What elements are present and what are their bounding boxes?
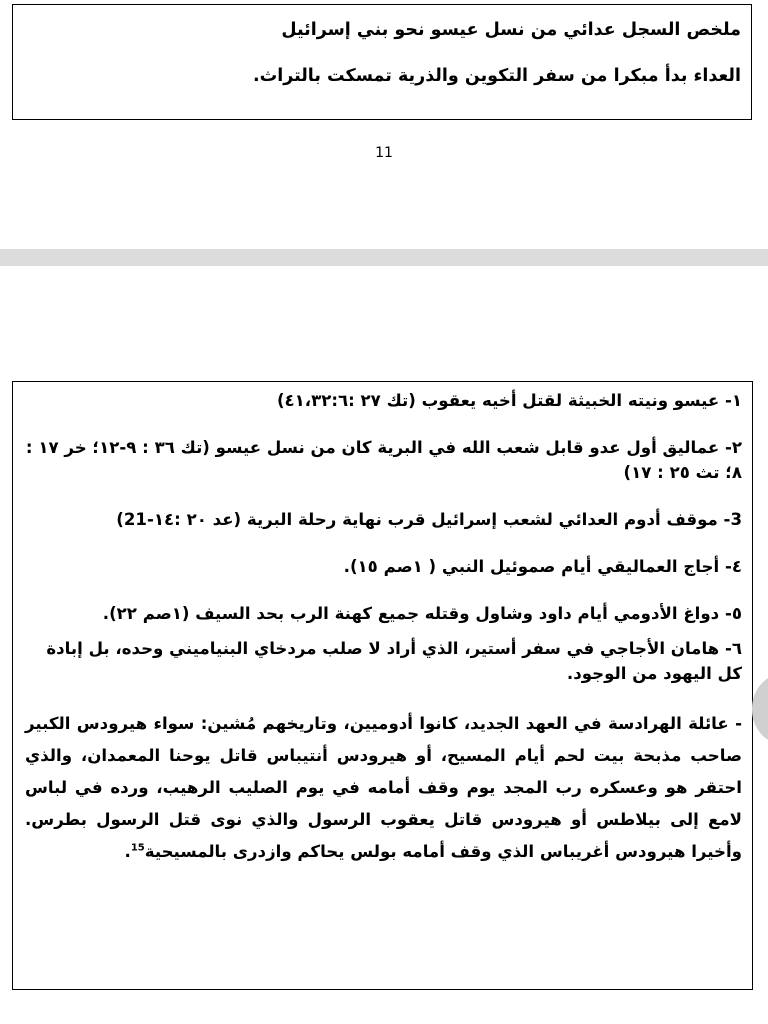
page-number: 11 — [375, 145, 393, 161]
list-item: ٦- هامان الأجاجي في سفر أستير، الذي أراد لا صلب مردخاي البنياميني وحده، بل إبادة كل اليهود من الوجود. — [46, 639, 742, 683]
page-separator — [0, 249, 768, 266]
footnote-ref[interactable]: 15 — [130, 842, 145, 854]
summary-line-1: ملخص السجل عدائي من نسل عيسو نحو بني إسرائيل — [281, 20, 741, 40]
list-item: 3- موقف أدوم العدائي لشعب إسرائيل قرب نهاية رحلة البرية (عد ٢٠ :١٤-21) — [116, 510, 742, 529]
list-item-herods — [25, 708, 742, 868]
summary-box — [12, 4, 752, 120]
list-item: ٤- أجاج العماليقي أيام صموئيل النبي ( ١صم ١٥). — [343, 557, 742, 576]
herods-text-end: . — [124, 842, 131, 861]
scroll-handle[interactable] — [752, 672, 768, 746]
list-item: ٢- عماليق أول عدو قابل شعب الله في البرية كان من نسل عيسو (تك ٣٦ : ٩-١٢؛ خر ١٧ : ٨؛ تث ٢٥ : ١٧) — [25, 438, 742, 482]
list-item: ١- عيسو ونيته الخبيثة لقتل أخيه يعقوب (تك ٢٧ :٤١،٣٢:٦) — [276, 391, 742, 410]
summary-line-2: العداء بدأ مبكرا من سفر التكوين والذرية تمسكت بالتراث. — [252, 66, 741, 86]
list-item: ٥- دواغ الأدومي أيام داود وشاول وقتله جميع كهنة الرب بحد السيف (١صم ٢٢). — [102, 604, 742, 623]
enemies-list-box — [12, 381, 753, 990]
herods-text: - عائلة الهرادسة في العهد الجديد، كانوا أدوميين، وتاريخهم مُشين: سواء هيرودس الكبير صاحب مذبحة بيت لحم أيام المسيح، أو هيرودس أنتيباس قاتل يوحنا المعمدان، والذي احتقر هو وعسكره رب المجد يوم وقف أمامه في يوم الصليب الرهيب، ورده في لباس لامع إلى بيلاطس أو هيرودس قاتل يعقوب الرسول والذي نوى قتل الرسول بطرس. وأخيرا هيرودس أغريباس الذي وقف أمامه بولس يحاكم وازدرى بالمسيحية — [25, 714, 742, 861]
